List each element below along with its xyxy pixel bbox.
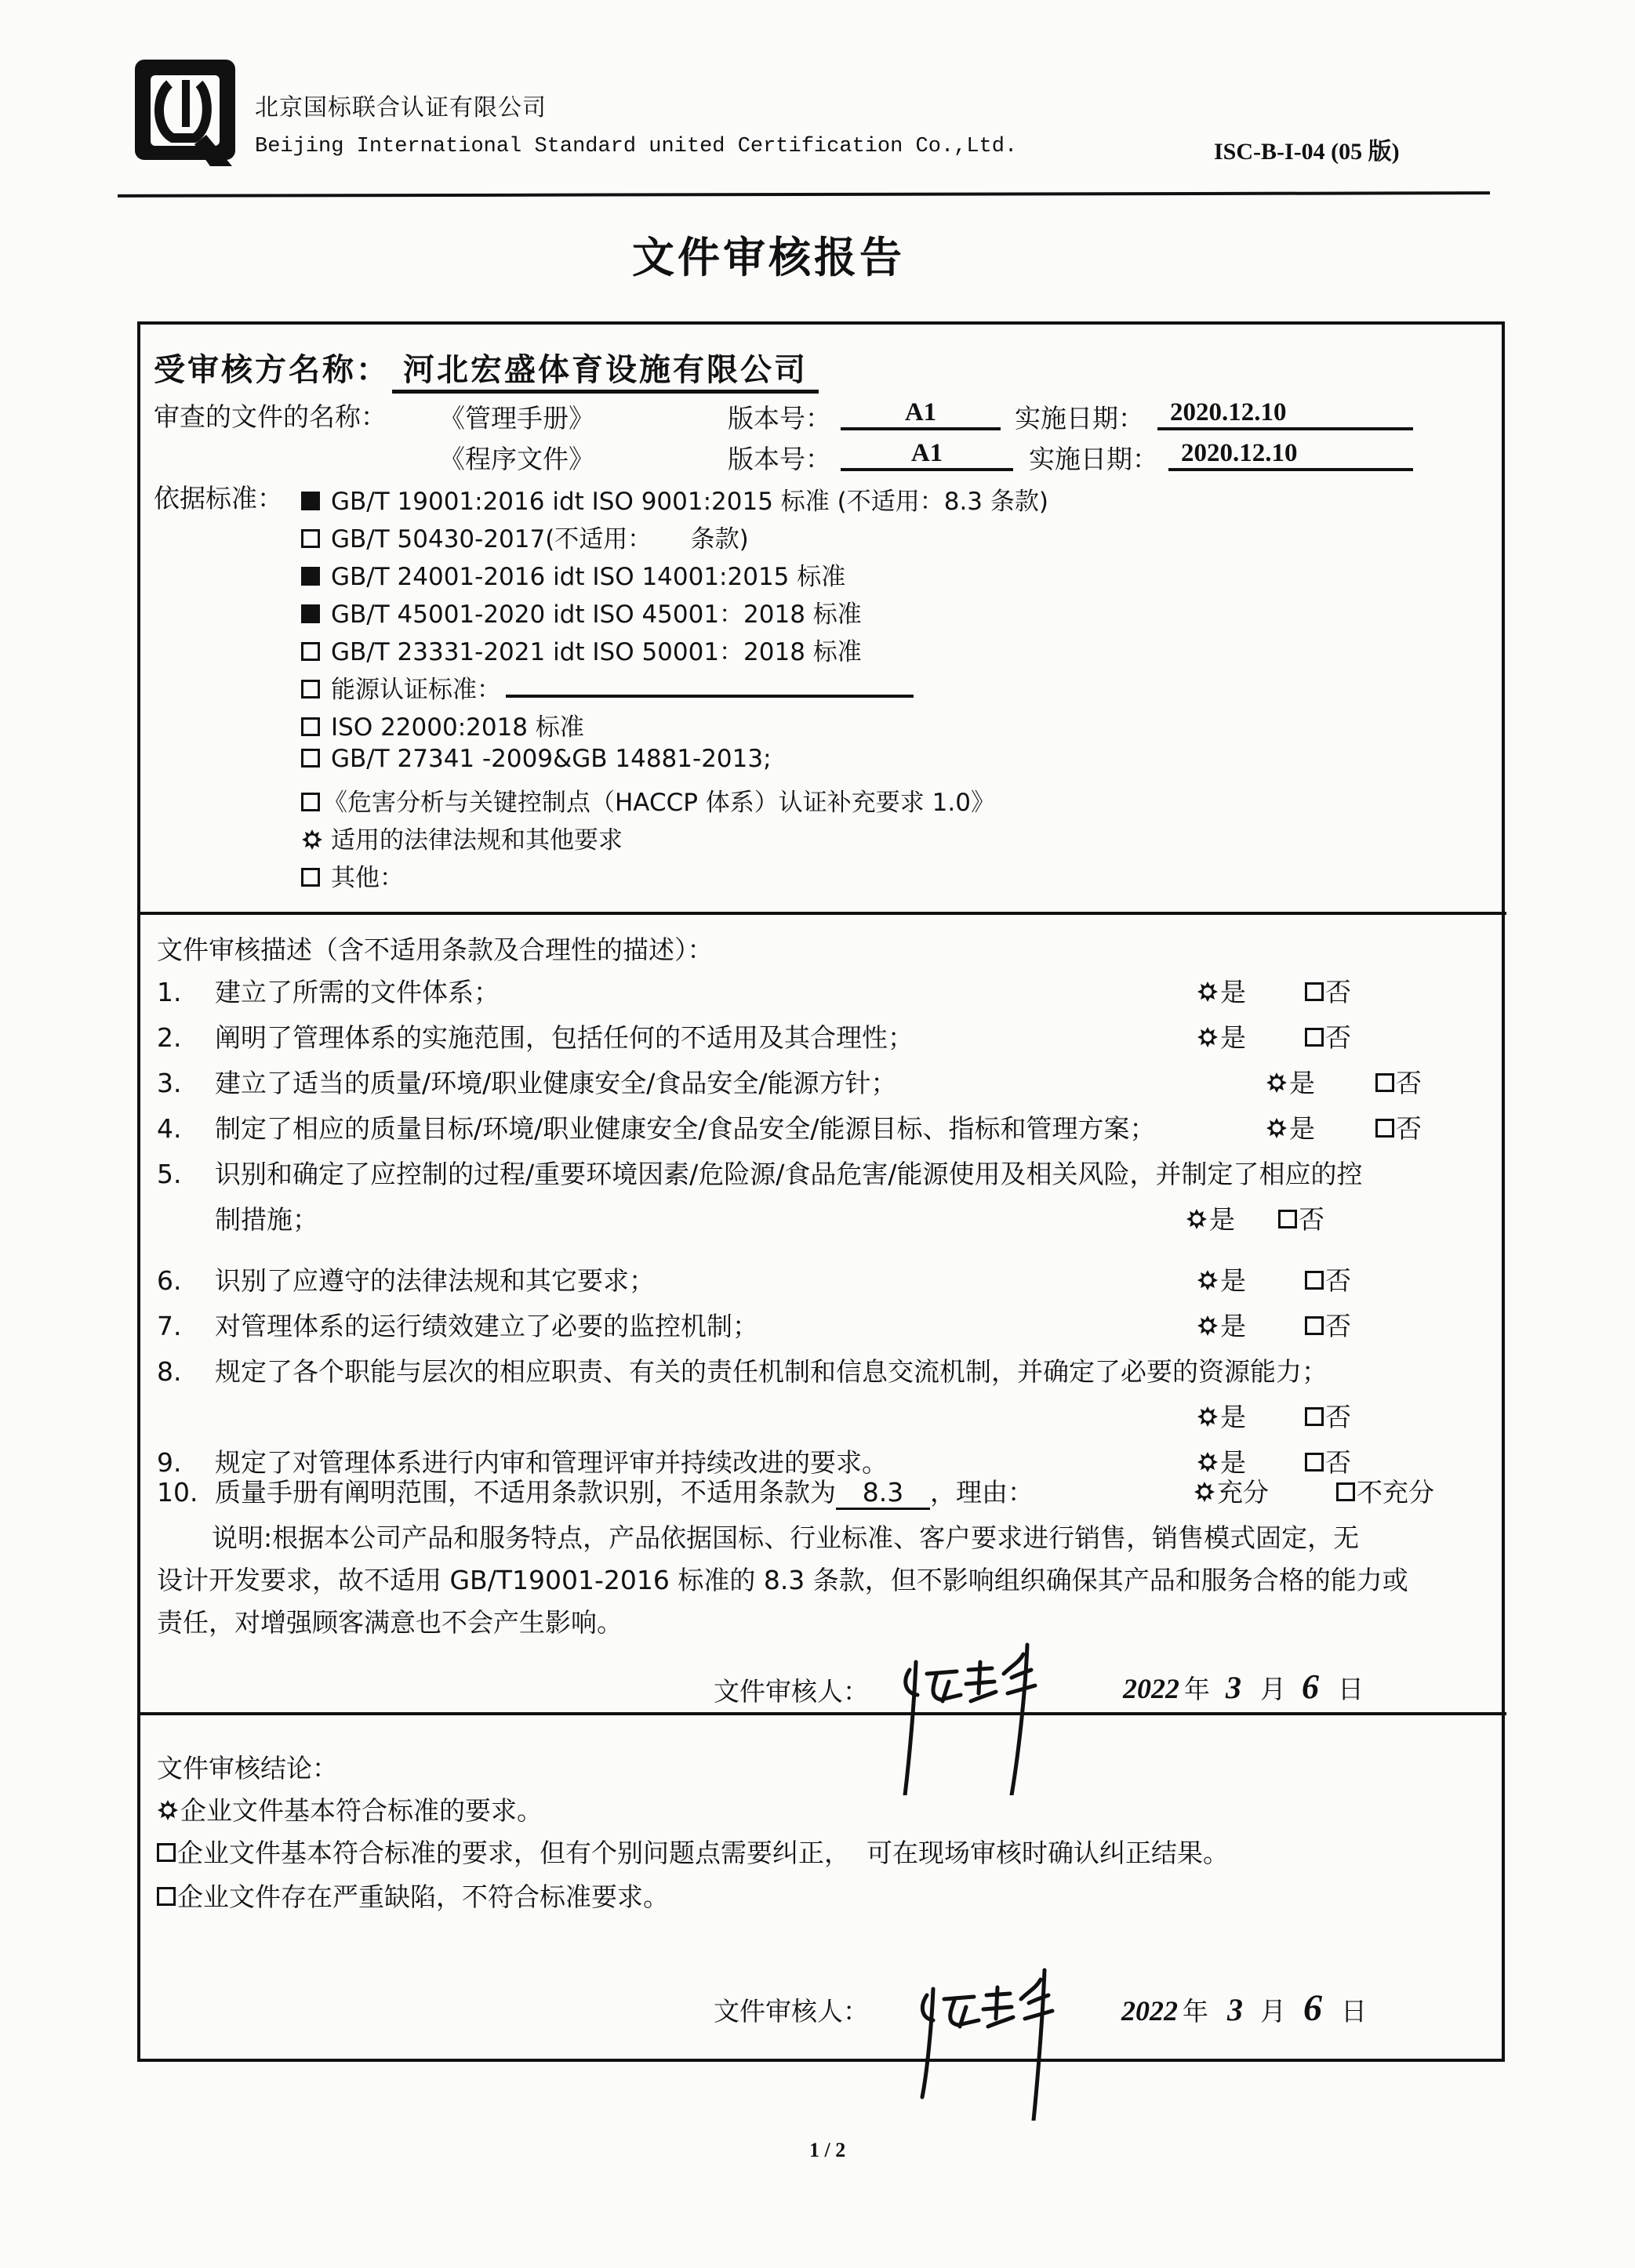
standard-item: GB/T 23331-2021 idt ISO 50001：2018 标准 [301, 632, 862, 667]
checkbox-empty-icon[interactable] [301, 793, 320, 811]
star-checked-icon[interactable] [1266, 1072, 1288, 1094]
checkbox-checked-icon[interactable] [301, 567, 320, 586]
item-number: 5. [157, 1159, 182, 1189]
star-checked-icon[interactable] [1197, 1406, 1219, 1428]
checkbox-checked-icon[interactable] [301, 604, 320, 623]
item-text: 识别和确定了应控制的过程/重要环境因素/危险源/食品危害/能源使用及相关风险，并制定了相应的控 [215, 1159, 1363, 1189]
signer-label: 文件审核人： [714, 1996, 869, 2027]
option-yes: 是 [1197, 972, 1246, 1009]
option-sufficient: 充分 [1194, 1472, 1269, 1509]
item-number: 4. [157, 1113, 182, 1144]
checkbox-empty-icon[interactable] [301, 717, 320, 736]
item-text: 制定了相应的质量目标/环境/职业健康安全/食品安全/能源目标、指标和管理方案； [215, 1113, 1156, 1144]
item-number: 3. [157, 1068, 182, 1098]
option-yes: 是 [1186, 1199, 1235, 1236]
company-name-en: Beijing International Standard united Certification Co.,Ltd. [255, 135, 1018, 158]
document-name: 《管理手册》 [439, 403, 594, 434]
version-label: 版本号： [728, 403, 831, 434]
option-no: 否 [1305, 1442, 1351, 1479]
conclusion-option: 企业文件基本符合标准的要求，但有个别问题点需要纠正， 可在现场审核时确认纠正结果。 [157, 1833, 1229, 1870]
conclusion-option: 企业文件存在严重缺陷，不符合标准要求。 [157, 1877, 669, 1914]
option-no: 否 [1305, 1397, 1351, 1434]
review-item [157, 1261, 655, 1297]
standard-item: GB/T 24001-2016 idt ISO 14001:2015 标准 [301, 557, 845, 592]
review-item [157, 1018, 914, 1054]
standard-item: GB/T 45001-2020 idt ISO 45001：2018 标准 [301, 594, 862, 630]
star-checked-icon[interactable] [157, 1799, 179, 1821]
date-label: 实施日期： [1015, 403, 1144, 434]
review-item [157, 1154, 1362, 1191]
star-checked-icon[interactable] [301, 829, 323, 851]
conclusion-heading: 文件审核结论： [157, 1753, 338, 1784]
section-divider [137, 1712, 1506, 1715]
review-item [157, 1109, 1155, 1145]
note-line: 责任，对增强顾客满意也不会产生影响。 [157, 1607, 623, 1638]
standard-item: 能源认证标准： [301, 670, 914, 705]
review-item-continuation: 制措施； [215, 1204, 318, 1235]
item-text: 建立了适当的质量/环境/职业健康安全/食品安全/能源方针； [215, 1068, 897, 1098]
item-text: 阐明了管理体系的实施范围，包括任何的不适用及其合理性； [215, 1022, 914, 1053]
option-yes: 是 [1266, 1063, 1315, 1100]
star-checked-icon[interactable] [1194, 1481, 1215, 1503]
star-checked-icon[interactable] [1197, 981, 1219, 1003]
checkbox-empty-icon[interactable] [301, 749, 320, 767]
option-no: 否 [1278, 1199, 1324, 1236]
option-no: 否 [1305, 1306, 1351, 1343]
star-checked-icon[interactable] [1197, 1451, 1219, 1473]
checkbox-empty-icon[interactable] [301, 642, 320, 661]
documents-label: 审查的文件的名称： [154, 401, 387, 432]
checkbox-empty-icon[interactable] [301, 529, 320, 548]
company-name-cn: 北京国标联合认证有限公司 [255, 94, 547, 122]
item-text: 规定了对管理体系进行内审和管理评审并持续改进的要求。 [215, 1447, 888, 1478]
standards-label: 依据标准： [154, 483, 283, 513]
header-divider [118, 191, 1490, 198]
checkbox-empty-icon[interactable] [301, 868, 320, 887]
checkbox-empty-icon[interactable] [1305, 1316, 1324, 1335]
standard-item: GB/T 19001:2016 idt ISO 9001:2015 标准 (不适用：8.3 条款) [301, 481, 1048, 517]
option-no: 否 [1375, 1109, 1422, 1145]
signer-label: 文件审核人： [714, 1676, 869, 1707]
item-number: 6. [157, 1265, 182, 1296]
item-number: 1. [157, 977, 182, 1007]
checkbox-empty-icon[interactable] [301, 680, 320, 699]
page-title: 文件审核报告 [632, 233, 905, 282]
review-heading: 文件审核描述（含不适用条款及合理性的描述）： [157, 934, 714, 965]
checkbox-empty-icon[interactable] [1305, 1453, 1324, 1471]
energy-standard-blank[interactable] [506, 671, 914, 698]
version-value: A1 [841, 439, 1013, 471]
date-value: 2020.12.10 [1168, 439, 1413, 471]
checkbox-empty-icon[interactable] [157, 1843, 176, 1862]
note-line: 说明:根据本公司产品和服务特点，产品依据国标、行业标准、客户要求进行销售，销售模式固定，无 [212, 1522, 1360, 1553]
company-logo [132, 56, 242, 166]
item-number: 2. [157, 1022, 182, 1053]
checkbox-empty-icon[interactable] [1305, 982, 1324, 1001]
item-text: 对管理体系的运行绩效建立了必要的监控机制； [215, 1311, 758, 1341]
standard-item: 《危害分析与关键控制点（HACCP 体系）认证补充要求 1.0》 [301, 782, 995, 818]
standard-item: GB/T 27341 -2009&GB 14881-2013; [301, 745, 772, 773]
signature-image [894, 1638, 1066, 1795]
star-checked-icon[interactable] [1197, 1269, 1219, 1291]
clause-value: 8.3 [836, 1477, 930, 1510]
standard-item: GB/T 50430-2017(不适用： 条款) [301, 519, 749, 554]
item-number: 9. [157, 1447, 182, 1478]
date-value: 2020.12.10 [1157, 398, 1413, 430]
checkbox-empty-icon[interactable] [1305, 1028, 1324, 1047]
star-checked-icon[interactable] [1266, 1117, 1288, 1139]
item-text: 建立了所需的文件体系； [215, 977, 500, 1007]
date-label: 实施日期： [1029, 444, 1158, 474]
document-name: 《程序文件》 [439, 444, 594, 474]
note-line: 设计开发要求，故不适用 GB/T19001-2016 标准的 8.3 条款，但不影响组织确保其产品和服务合格的能力或 [157, 1565, 1408, 1595]
option-yes: 是 [1197, 1261, 1246, 1297]
option-no: 否 [1375, 1063, 1422, 1100]
standard-item: 其他： [301, 858, 404, 893]
star-checked-icon[interactable] [1197, 1026, 1219, 1048]
section-divider [137, 912, 1506, 915]
item-text: 识别了应遵守的法律法规和其它要求； [215, 1265, 655, 1296]
document-code: ISC-B-I-04 (05 版) [1214, 139, 1400, 165]
auditee-name: 河北宏盛体育设施有限公司 [392, 345, 819, 394]
checkbox-empty-icon[interactable] [1336, 1482, 1355, 1501]
option-insufficient: 不充分 [1336, 1472, 1434, 1509]
checkbox-empty-icon[interactable] [1305, 1407, 1324, 1426]
option-yes: 是 [1197, 1306, 1246, 1343]
checkbox-empty-icon[interactable] [1375, 1073, 1394, 1092]
version-label: 版本号： [728, 444, 831, 474]
page-number: 1 / 2 [809, 2139, 846, 2161]
option-yes: 是 [1197, 1397, 1246, 1434]
item-text: 规定了各个职能与层次的相应职责、有关的责任机制和信息交流机制，并确定了必要的资源能力； [215, 1356, 1328, 1387]
auditee-label: 受审核方名称： [154, 352, 390, 388]
star-checked-icon[interactable] [1197, 1315, 1219, 1337]
checkbox-checked-icon[interactable] [301, 492, 320, 510]
star-checked-icon[interactable] [1186, 1208, 1208, 1230]
option-yes: 是 [1197, 1442, 1246, 1479]
checkbox-empty-icon[interactable] [1278, 1210, 1297, 1228]
conclusion-option: 企业文件基本符合标准的要求。 [157, 1791, 543, 1827]
standard-item: 适用的法律法规和其他要求 [301, 820, 623, 855]
version-value: A1 [841, 398, 1001, 430]
review-item [157, 972, 500, 1009]
option-no: 否 [1305, 972, 1351, 1009]
option-no: 否 [1305, 1018, 1351, 1054]
checkbox-empty-icon[interactable] [1375, 1119, 1394, 1138]
standard-item: ISO 22000:2018 标准 [301, 707, 584, 742]
review-date: 2022 年 3 月 6 日 [1123, 1667, 1364, 1706]
option-yes: 是 [1197, 1018, 1246, 1054]
item-number: 8. [157, 1356, 182, 1387]
review-item [157, 1063, 896, 1100]
checkbox-empty-icon[interactable] [1305, 1271, 1324, 1290]
review-item [157, 1306, 758, 1343]
option-no: 否 [1305, 1261, 1351, 1297]
checkbox-empty-icon[interactable] [157, 1887, 176, 1906]
option-yes: 是 [1266, 1109, 1315, 1145]
item-number: 7. [157, 1311, 182, 1341]
signature-image [910, 1964, 1082, 2121]
review-item [157, 1352, 1328, 1388]
conclusion-date: 2022 年 3 月 6 日 [1121, 1987, 1367, 2029]
review-item-10: 10. 质量手册有阐明范围，不适用条款识别，不适用条款为 8.3 ，理由： [157, 1472, 1034, 1510]
